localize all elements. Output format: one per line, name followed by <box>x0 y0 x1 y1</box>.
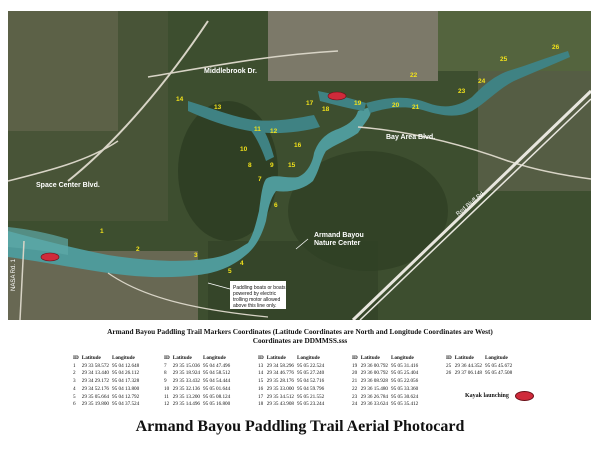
table-row: 22 29 36 15.480 95 05 33.360 <box>352 385 419 392</box>
col-header-latitude: Latitude <box>454 355 474 361</box>
trail-marker-13: 13 <box>214 104 222 111</box>
nature-center-label-line1: Armand Bayou <box>314 232 364 239</box>
coordinates-table-4 <box>352 355 421 409</box>
table-row: 3 29 34 29.172 95 04 17.328 <box>73 378 140 385</box>
kayak-launch-site-west <box>41 253 59 261</box>
kayak-launch-site-north <box>328 92 346 100</box>
nature-center-label-line2: Nature Center <box>314 240 361 247</box>
table-row: 9 29 35 33.432 95 04 54.444 <box>164 378 231 385</box>
trail-marker-22: 22 <box>410 72 418 79</box>
col-header-latitude: Latitude <box>360 355 380 361</box>
table-row: 10 29 35 32.136 95 05 01.644 <box>164 385 231 392</box>
col-header-longitude: Longitude <box>485 355 508 361</box>
trail-marker-8: 8 <box>248 162 252 169</box>
table-row: 23 29 36 26.784 95 05 30.624 <box>352 393 419 400</box>
callout-line2: powered by electric <box>233 291 277 297</box>
urban-area-west <box>8 11 118 131</box>
table-row: 21 29 36 08.928 95 05 22.056 <box>352 378 419 385</box>
aerial-map <box>8 11 591 320</box>
table-row: 1 29 33 58.572 95 04 12.648 <box>73 362 140 369</box>
trail-marker-24: 24 <box>478 78 486 85</box>
table-row: 2 29 34 13.440 95 04 26.112 <box>73 370 140 377</box>
table-row: 12 29 35 14.496 95 05 16.800 <box>164 401 231 408</box>
trail-marker-9: 9 <box>270 162 274 169</box>
coordinates-heading <box>0 327 600 345</box>
coordinates-table-2 <box>164 355 233 409</box>
coordinates-table-3 <box>258 355 327 409</box>
trail-marker-21: 21 <box>412 104 420 111</box>
page-title: Armand Bayou Paddling Trail Aerial Photocard <box>135 418 465 435</box>
col-header-latitude: Latitude <box>172 355 192 361</box>
callout-line3: trolling motor allowed <box>233 297 281 303</box>
road-label-red-bluff: Red Bluff Rd. <box>455 190 487 218</box>
trail-marker-4: 4 <box>240 260 244 267</box>
coordinates-table-5 <box>446 355 515 378</box>
coordinates-heading-line2: Coordinates are DDMMSS.sss <box>252 336 348 345</box>
col-header-latitude: Latitude <box>81 355 101 361</box>
table-row: 7 29 35 15.036 95 04 47.496 <box>164 362 231 369</box>
trail-marker-18: 18 <box>322 106 330 113</box>
table-row: 25 29 36 44.352 95 05 45.672 <box>446 362 513 369</box>
table-row: 13 29 34 58.296 95 05 22.524 <box>258 362 325 369</box>
trail-marker-12: 12 <box>270 128 278 135</box>
callout-line4: above this line only. <box>233 303 277 309</box>
table-row: 17 29 35 34.512 95 05 21.552 <box>258 393 325 400</box>
trail-marker-25: 25 <box>500 56 508 63</box>
col-header-latitude: Latitude <box>266 355 286 361</box>
col-header-id: ID <box>164 355 170 361</box>
col-header-id: ID <box>258 355 264 361</box>
kayak-launch-legend <box>465 391 534 401</box>
trail-marker-19: 19 <box>354 100 362 107</box>
table-row: 11 29 35 13.200 95 05 08.124 <box>164 393 231 400</box>
table-row: 4 29 34 52.176 95 04 13.800 <box>73 385 140 392</box>
table-row: 24 29 36 33.624 95 05 35.412 <box>352 401 419 408</box>
trail-marker-10: 10 <box>240 146 248 153</box>
trail-marker-5: 5 <box>228 268 232 275</box>
road-label-nasa: NASA Rd. 1 <box>11 258 17 291</box>
col-header-id: ID <box>446 355 452 361</box>
trail-marker-14: 14 <box>176 96 184 103</box>
trail-marker-23: 23 <box>458 88 466 95</box>
table-row: 20 29 36 00.792 95 05 25.404 <box>352 370 419 377</box>
table-row: 18 29 35 43.908 95 05 23.244 <box>258 401 325 408</box>
road-label-bay-area: Bay Area Blvd. <box>386 134 436 141</box>
table-row: 14 29 34 46.776 95 05 27.240 <box>258 370 325 377</box>
trail-marker-15: 15 <box>288 162 296 169</box>
legend-label: Kayak launching <box>465 393 509 399</box>
callout-line1: Paddling boats or boats <box>233 285 286 291</box>
trail-marker-11: 11 <box>254 126 261 133</box>
col-header-longitude: Longitude <box>112 355 135 361</box>
road-label-middlebrook: Middlebrook Dr. <box>204 68 257 75</box>
col-header-longitude: Longitude <box>297 355 320 361</box>
table-row: 5 29 35 05.664 95 04 12.792 <box>73 393 140 400</box>
col-header-id: ID <box>73 355 79 361</box>
trail-marker-3: 3 <box>194 252 198 259</box>
table-row: 26 29 37 06.148 95 05 47.508 <box>446 370 513 377</box>
coordinates-table-1 <box>73 355 142 409</box>
trail-marker-17: 17 <box>306 100 314 107</box>
trail-marker-7: 7 <box>258 176 262 183</box>
trail-marker-16: 16 <box>294 142 302 149</box>
subdivision-north <box>268 11 438 81</box>
trail-marker-20: 20 <box>392 102 400 109</box>
road-label-space-center: Space Center Blvd. <box>36 182 100 189</box>
table-row: 6 29 35 19.800 95 04 37.524 <box>73 401 140 408</box>
table-row: 16 29 35 33.000 95 04 59.796 <box>258 385 325 392</box>
table-row: 8 29 35 18.924 95 04 58.512 <box>164 370 231 377</box>
trail-marker-2: 2 <box>136 246 140 253</box>
table-row: 19 29 36 00.792 95 05 31.416 <box>352 362 419 369</box>
trail-marker-6: 6 <box>274 202 278 209</box>
table-row: 15 29 35 28.176 95 04 52.716 <box>258 378 325 385</box>
coordinates-heading-line1: Armand Bayou Paddling Trail Markers Coordinates (Latitude Coordinates are North and Longitude Coordinates are West) <box>107 327 493 336</box>
col-header-longitude: Longitude <box>391 355 414 361</box>
kayak-launch-legend-swatch <box>515 391 534 401</box>
col-header-id: ID <box>352 355 358 361</box>
trail-marker-26: 26 <box>552 44 560 51</box>
trail-marker-1: 1 <box>100 228 104 235</box>
col-header-longitude: Longitude <box>203 355 226 361</box>
